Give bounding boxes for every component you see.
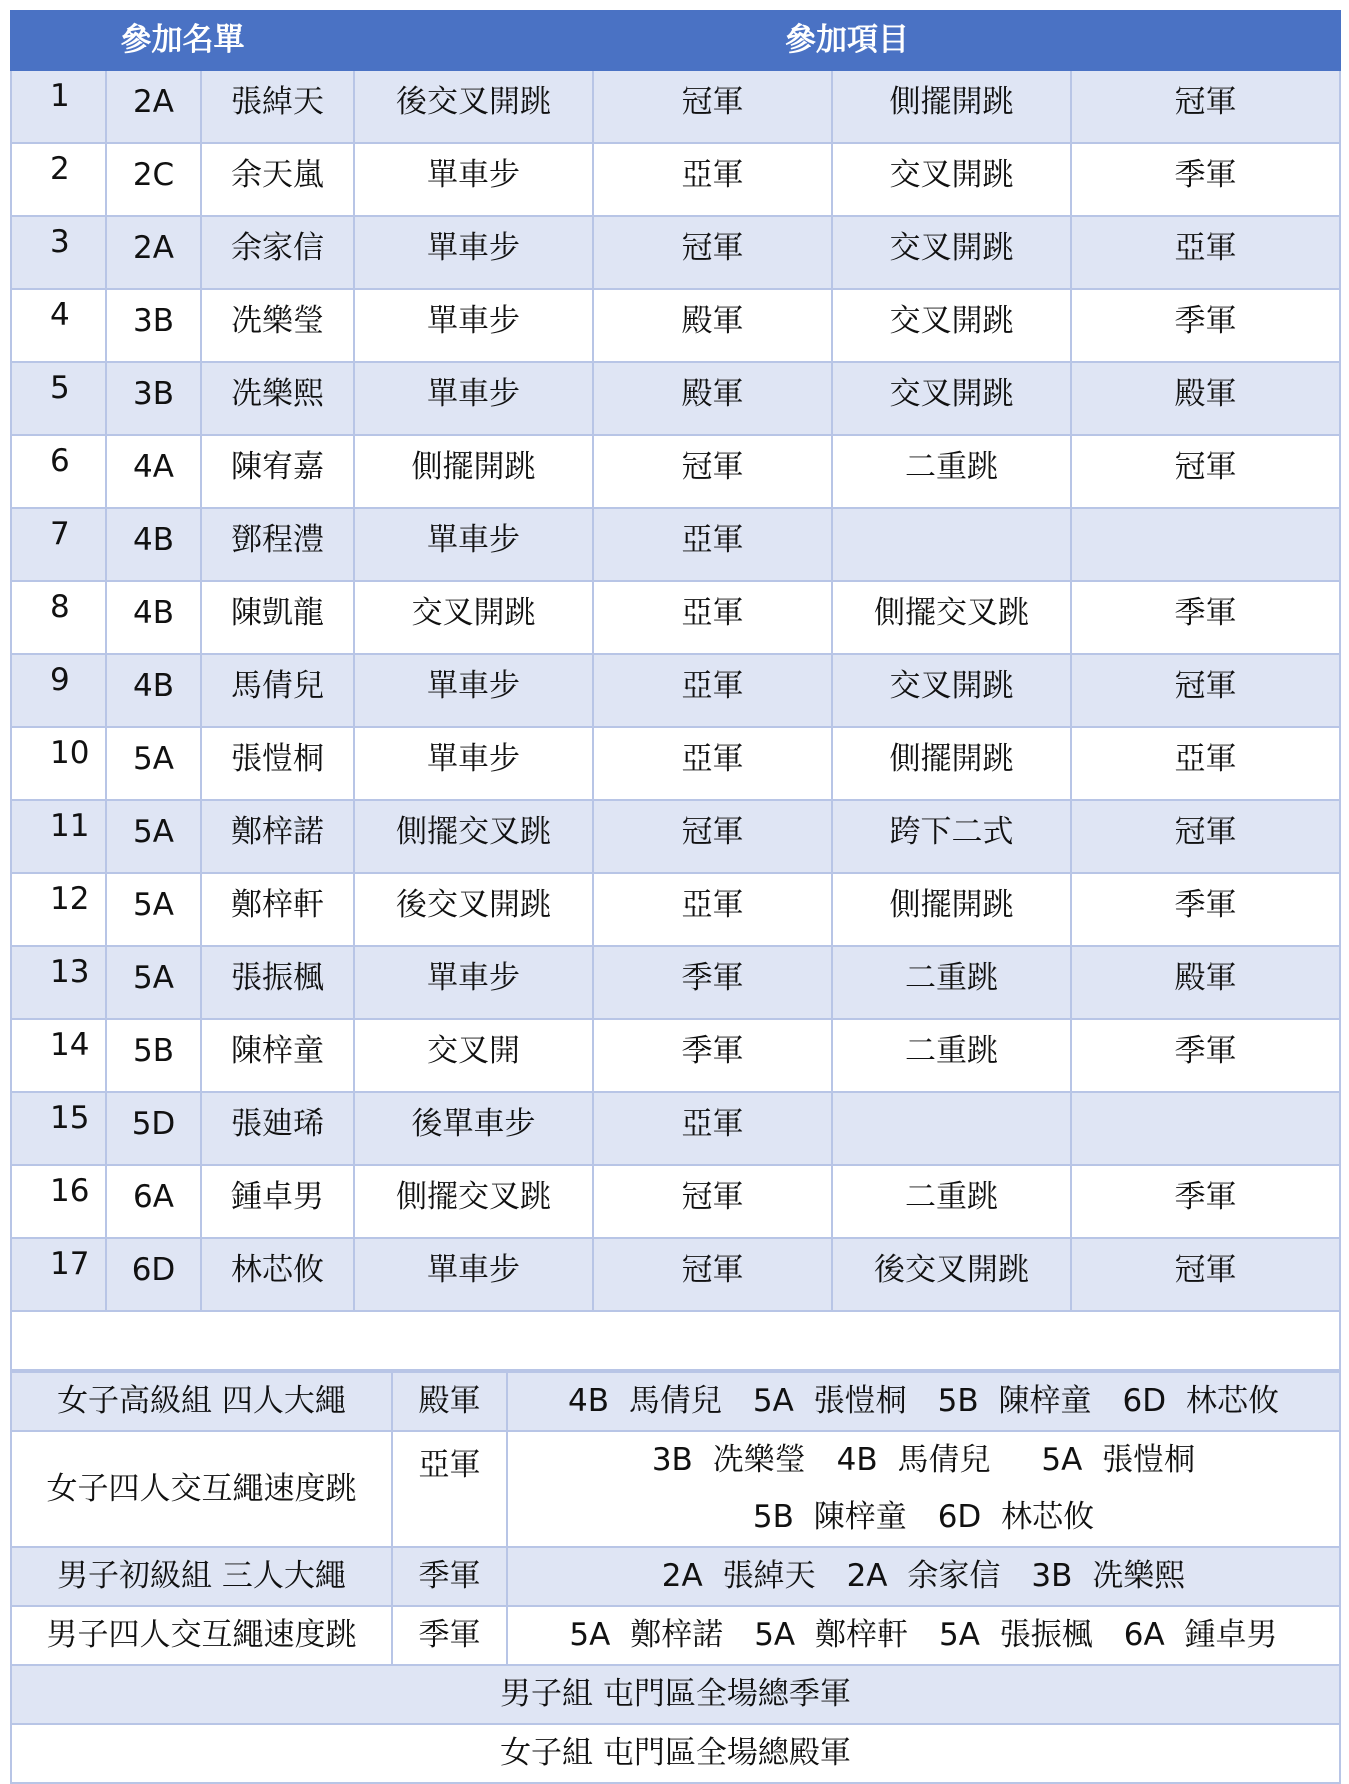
event-1: 交叉開跳 bbox=[354, 581, 593, 654]
class-cell: 5A bbox=[106, 946, 201, 1019]
event-2: 側擺開跳 bbox=[832, 70, 1071, 143]
student-name: 冼樂熙 bbox=[201, 362, 354, 435]
event-1: 側擺開跳 bbox=[354, 435, 593, 508]
result-2: 季軍 bbox=[1071, 1165, 1340, 1238]
event-1: 單車步 bbox=[354, 1238, 593, 1311]
event-1: 單車步 bbox=[354, 946, 593, 1019]
result-2: 亞軍 bbox=[1071, 216, 1340, 289]
table-row bbox=[11, 1165, 1340, 1238]
event-2: 跨下二式 bbox=[832, 800, 1071, 873]
student-name: 鄧程澧 bbox=[201, 508, 354, 581]
row-number: 3 bbox=[11, 216, 106, 289]
table-row bbox=[11, 1092, 1340, 1165]
result-2: 冠軍 bbox=[1071, 70, 1340, 143]
result-1: 季軍 bbox=[593, 1019, 832, 1092]
award-place: 季軍 bbox=[392, 1547, 507, 1606]
result-1: 亞軍 bbox=[593, 873, 832, 946]
result-1: 殿軍 bbox=[593, 289, 832, 362]
row-number: 15 bbox=[11, 1092, 106, 1165]
event-1: 單車步 bbox=[354, 654, 593, 727]
award-row bbox=[11, 1547, 1340, 1606]
student-name: 冼樂瑩 bbox=[201, 289, 354, 362]
award-row bbox=[11, 1431, 1340, 1547]
class-cell: 5B bbox=[106, 1019, 201, 1092]
row-number: 12 bbox=[11, 873, 106, 946]
row-number: 9 bbox=[11, 654, 106, 727]
award-members-line2: 5B 陳梓童 6D 林芯攸 bbox=[752, 1499, 1095, 1535]
class-cell: 3B bbox=[106, 289, 201, 362]
student-name: 余天嵐 bbox=[201, 143, 354, 216]
row-number: 5 bbox=[11, 362, 106, 435]
award-event: 女子高級組 四人大繩 bbox=[11, 1372, 392, 1431]
class-cell: 4B bbox=[106, 581, 201, 654]
row-number: 1 bbox=[11, 70, 106, 143]
row-number: 13 bbox=[11, 946, 106, 1019]
result-2: 冠軍 bbox=[1071, 800, 1340, 873]
result-1: 亞軍 bbox=[593, 581, 832, 654]
overall-row bbox=[11, 1665, 1340, 1724]
award-row bbox=[11, 1606, 1340, 1665]
event-2: 二重跳 bbox=[832, 435, 1071, 508]
award-members bbox=[507, 1431, 1340, 1547]
class-cell: 5A bbox=[106, 800, 201, 873]
table-row bbox=[11, 654, 1340, 727]
row-number: 11 bbox=[11, 800, 106, 873]
award-members: 2A 張綽天 2A 余家信 3B 冼樂熙 bbox=[507, 1547, 1340, 1606]
result-1: 殿軍 bbox=[593, 362, 832, 435]
table-row bbox=[11, 873, 1340, 946]
class-cell: 3B bbox=[106, 362, 201, 435]
row-number: 7 bbox=[11, 508, 106, 581]
event-2: 交叉開跳 bbox=[832, 362, 1071, 435]
student-name: 張綽天 bbox=[201, 70, 354, 143]
class-cell: 4B bbox=[106, 654, 201, 727]
event-2 bbox=[832, 508, 1071, 581]
row-number: 16 bbox=[11, 1165, 106, 1238]
class-cell: 4B bbox=[106, 508, 201, 581]
row-number: 4 bbox=[11, 289, 106, 362]
award-event: 男子初級組 三人大繩 bbox=[11, 1547, 392, 1606]
participants-table bbox=[10, 10, 1341, 1371]
class-cell: 5D bbox=[106, 1092, 201, 1165]
student-name: 陳梓童 bbox=[201, 1019, 354, 1092]
event-2: 二重跳 bbox=[832, 1019, 1071, 1092]
result-2: 殿軍 bbox=[1071, 946, 1340, 1019]
event-2: 二重跳 bbox=[832, 1165, 1071, 1238]
spacer-row bbox=[11, 1311, 1340, 1370]
event-1: 側擺交叉跳 bbox=[354, 1165, 593, 1238]
event-2 bbox=[832, 1092, 1071, 1165]
result-1: 亞軍 bbox=[593, 508, 832, 581]
table-row bbox=[11, 216, 1340, 289]
result-2: 季軍 bbox=[1071, 873, 1340, 946]
participants-header: 參加名單 bbox=[11, 11, 354, 70]
event-2: 側擺開跳 bbox=[832, 727, 1071, 800]
overall-girls: 女子組 屯門區全場總殿軍 bbox=[11, 1724, 1340, 1783]
student-name: 張愷桐 bbox=[201, 727, 354, 800]
result-2 bbox=[1071, 508, 1340, 581]
student-name: 陳宥嘉 bbox=[201, 435, 354, 508]
student-name: 鍾卓男 bbox=[201, 1165, 354, 1238]
class-cell: 2A bbox=[106, 70, 201, 143]
award-event: 女子四人交互繩速度跳 bbox=[11, 1431, 392, 1547]
event-1: 單車步 bbox=[354, 727, 593, 800]
award-members-line1: 3B 冼樂瑩 4B 馬倩兒 5A 張愷桐 bbox=[651, 1442, 1196, 1478]
result-2: 冠軍 bbox=[1071, 435, 1340, 508]
result-1: 冠軍 bbox=[593, 1238, 832, 1311]
event-2: 交叉開跳 bbox=[832, 289, 1071, 362]
result-1: 亞軍 bbox=[593, 143, 832, 216]
student-name: 張振楓 bbox=[201, 946, 354, 1019]
table-row bbox=[11, 727, 1340, 800]
table-row bbox=[11, 362, 1340, 435]
table-header bbox=[11, 11, 1340, 70]
event-1: 後交叉開跳 bbox=[354, 873, 593, 946]
table-row bbox=[11, 581, 1340, 654]
row-number: 2 bbox=[11, 143, 106, 216]
event-1: 側擺交叉跳 bbox=[354, 800, 593, 873]
result-1: 冠軍 bbox=[593, 435, 832, 508]
event-2: 交叉開跳 bbox=[832, 654, 1071, 727]
result-1: 冠軍 bbox=[593, 70, 832, 143]
student-name: 陳凱龍 bbox=[201, 581, 354, 654]
result-1: 季軍 bbox=[593, 946, 832, 1019]
class-cell: 2A bbox=[106, 216, 201, 289]
result-2: 季軍 bbox=[1071, 143, 1340, 216]
award-members: 5A 鄭梓諾 5A 鄭梓軒 5A 張振楓 6A 鍾卓男 bbox=[507, 1606, 1340, 1665]
result-1: 亞軍 bbox=[593, 654, 832, 727]
event-2: 二重跳 bbox=[832, 946, 1071, 1019]
result-2: 亞軍 bbox=[1071, 727, 1340, 800]
event-2: 交叉開跳 bbox=[832, 143, 1071, 216]
row-number: 17 bbox=[11, 1238, 106, 1311]
row-number: 6 bbox=[11, 435, 106, 508]
result-1: 冠軍 bbox=[593, 1165, 832, 1238]
event-1: 單車步 bbox=[354, 362, 593, 435]
result-2: 殿軍 bbox=[1071, 362, 1340, 435]
student-name: 余家信 bbox=[201, 216, 354, 289]
result-2: 冠軍 bbox=[1071, 654, 1340, 727]
result-1: 冠軍 bbox=[593, 216, 832, 289]
award-place: 季軍 bbox=[392, 1606, 507, 1665]
award-row bbox=[11, 1372, 1340, 1431]
team-awards-table bbox=[10, 1371, 1341, 1784]
table-row bbox=[11, 946, 1340, 1019]
award-place: 殿軍 bbox=[392, 1372, 507, 1431]
event-2: 側擺開跳 bbox=[832, 873, 1071, 946]
result-2 bbox=[1071, 1092, 1340, 1165]
result-1: 冠軍 bbox=[593, 800, 832, 873]
result-2: 季軍 bbox=[1071, 289, 1340, 362]
event-1: 單車步 bbox=[354, 143, 593, 216]
row-number: 8 bbox=[11, 581, 106, 654]
table-row bbox=[11, 508, 1340, 581]
table-row bbox=[11, 143, 1340, 216]
class-cell: 6A bbox=[106, 1165, 201, 1238]
student-name: 張廸琋 bbox=[201, 1092, 354, 1165]
student-name: 林芯攸 bbox=[201, 1238, 354, 1311]
event-1: 交叉開 bbox=[354, 1019, 593, 1092]
class-cell: 6D bbox=[106, 1238, 201, 1311]
event-1: 後單車步 bbox=[354, 1092, 593, 1165]
event-2: 後交叉開跳 bbox=[832, 1238, 1071, 1311]
overall-row bbox=[11, 1724, 1340, 1783]
table-row bbox=[11, 1019, 1340, 1092]
row-number: 10 bbox=[11, 727, 106, 800]
class-cell: 5A bbox=[106, 873, 201, 946]
events-header: 參加項目 bbox=[354, 11, 1340, 70]
table-row bbox=[11, 1238, 1340, 1311]
award-event: 男子四人交互繩速度跳 bbox=[11, 1606, 392, 1665]
student-name: 鄭梓諾 bbox=[201, 800, 354, 873]
table-row bbox=[11, 435, 1340, 508]
student-name: 馬倩兒 bbox=[201, 654, 354, 727]
award-place: 亞軍 bbox=[392, 1431, 507, 1547]
table-row bbox=[11, 70, 1340, 143]
result-1: 亞軍 bbox=[593, 727, 832, 800]
table-row bbox=[11, 289, 1340, 362]
student-name: 鄭梓軒 bbox=[201, 873, 354, 946]
event-1: 單車步 bbox=[354, 216, 593, 289]
award-members: 4B 馬倩兒 5A 張愷桐 5B 陳梓童 6D 林芯攸 bbox=[507, 1372, 1340, 1431]
class-cell: 4A bbox=[106, 435, 201, 508]
class-cell: 2C bbox=[106, 143, 201, 216]
overall-boys: 男子組 屯門區全場總季軍 bbox=[11, 1665, 1340, 1724]
event-1: 後交叉開跳 bbox=[354, 70, 593, 143]
event-1: 單車步 bbox=[354, 508, 593, 581]
result-1: 亞軍 bbox=[593, 1092, 832, 1165]
event-2: 交叉開跳 bbox=[832, 216, 1071, 289]
event-1: 單車步 bbox=[354, 289, 593, 362]
result-2: 季軍 bbox=[1071, 1019, 1340, 1092]
row-number: 14 bbox=[11, 1019, 106, 1092]
results-sheet bbox=[10, 10, 1339, 1784]
result-2: 冠軍 bbox=[1071, 1238, 1340, 1311]
table-row bbox=[11, 800, 1340, 873]
event-2: 側擺交叉跳 bbox=[832, 581, 1071, 654]
class-cell: 5A bbox=[106, 727, 201, 800]
result-2: 季軍 bbox=[1071, 581, 1340, 654]
